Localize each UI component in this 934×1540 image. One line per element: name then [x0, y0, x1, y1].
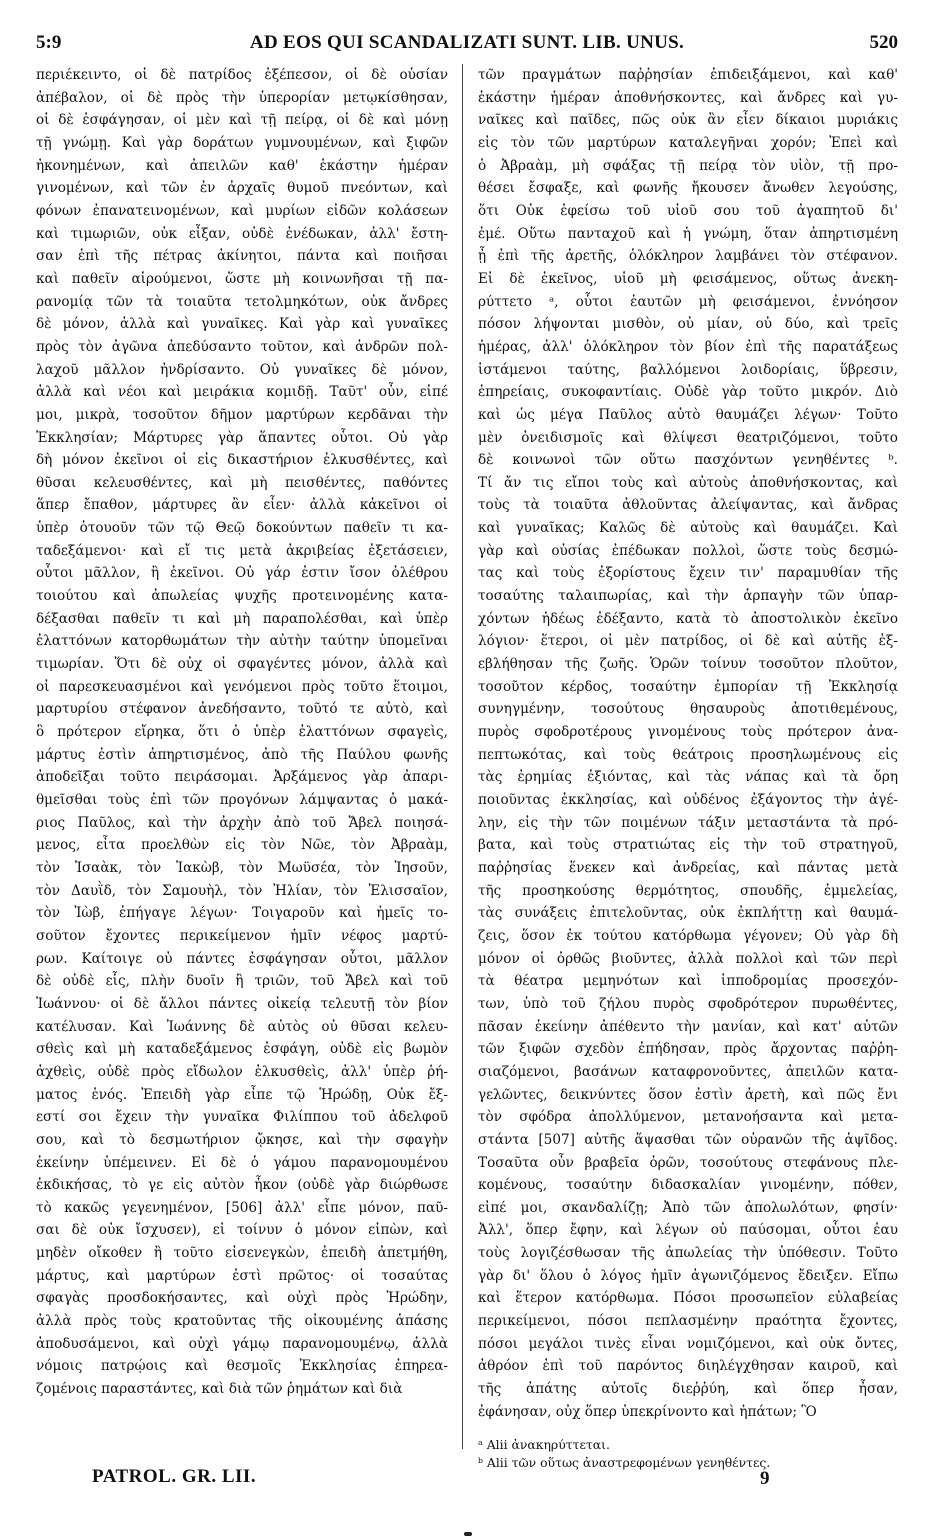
text-line: ματος ἑνός. Ἐπειδὴ γὰρ εἶπε τῷ Ἡρώδῃ, Οὐκ ἔξ- [36, 1086, 448, 1103]
text-line: Ἐκκλησίαν; Μάρτυρες γὰρ ἅπαντες οὗτοι. Οὐ γὰρ [36, 429, 448, 446]
text-line: ἐμέ. Οὕτω πανταχοῦ καὶ ἡ γνώμη, ὅταν ἀπηρτισμένη [478, 225, 898, 242]
text-line: κατέλυσαν. Καὶ Ἰωάννης δὲ αὐτὸς οὐ θῦσαι κελευ- [36, 1018, 448, 1035]
text-line: τὰ θέατρα μεμηνότων καὶ ἱπποδρομίας προσεχόν- [478, 973, 898, 990]
text-line: μόνον οἱ ὀρθῶς βιοῦντες, ἀλλὰ πολλοὶ καὶ τῶν περὶ [478, 950, 898, 967]
text-line: τῆς ἀπάτης αὐτοῖς διεῤῥύη, καὶ ὅπερ ἦσαν, [478, 1381, 898, 1398]
text-line: λαχοῦ μᾶλλον ἠνδρίσαντο. Οὐ γυναῖκες δὲ μόνον, [36, 361, 448, 378]
text-line: μάρτυς, καὶ μαρτύρων ἐστὶ πρῶτος· οἱ τοσαύτας [36, 1267, 448, 1284]
running-header [36, 32, 898, 58]
text-line: σιαζόμενοι, βασάνων καταφρονοῦντες, ἀπειλῶν κατα- [478, 1063, 898, 1080]
text-line: ἀλλὰ καὶ νέοι καὶ μειράκια κομιδῇ. Ταῦτ' οὖν, εἰπέ [36, 384, 448, 401]
text-line: γὰρ δι' ὅλου ὁ λόγος ἡμῖν ἀγωνιζόμενος ἔδειξεν. Εἴπω [478, 1267, 898, 1284]
text-line: πεπτωκότας, καὶ τοὺς θεάτροις προσηλωμένους εἰς [478, 746, 898, 763]
text-line: καὶ τιμωριῶν, οὐκ εἶξαν, οὐδὲ ἐνέδωκαν, ἀλλ' ἔστη- [36, 225, 448, 242]
text-line: τὰς συνάξεις ἐπιτελοῦντας, οὐκ ἐκπλήττῃ καὶ θαυμά- [478, 905, 898, 922]
text-line: σαν ἐπὶ τῆς πέτρας ἀκίνητοι, πάντα καὶ ποιῆσαι [36, 248, 448, 265]
text-line: φόνων ἐπανατεινομένων, καὶ μυρίων εἰδῶν κολάσεων [36, 202, 448, 219]
text-line: πόσον λήψονται μισθὸν, οὐ μίαν, οὐ δύο, καὶ τρεῖς [478, 316, 898, 333]
text-line: νόμοις πατρῴοις καὶ θεσμοῖς Ἐκκλησίας ἐπηρεα- [36, 1358, 448, 1375]
text-line: τὸν Ἰὼβ, ἐπήγαγε λέγων· Τοιγαροῦν καὶ ἡμεῖς το- [36, 905, 448, 922]
text-line: τῆς προσηκούσης θερμότητος, σπουδῆς, ἐμμελείας, [478, 882, 898, 899]
text-line: ἐκδικήσας, τὸ γε εἰς αὐτὸν ἧκον (οὐδὲ γὰρ διώρθωσε [36, 1177, 448, 1194]
text-line: Ἰωάννου· οἱ δὲ ἄλλοι πάντες οἰκείᾳ τελευτῇ τὸν βίον [36, 995, 448, 1012]
right-text-column [478, 64, 898, 1423]
text-line: Τοσαῦτα οὖν βραβεῖα ὁρῶν, τοσούτους στεφάνους πλε- [478, 1154, 898, 1171]
footnote: ᵃ Alii ἀνακηρύττεται. [478, 1437, 610, 1452]
text-line: βατα, καὶ τοὺς στρατιώτας εἰς τὴν τοῦ στρατηγοῦ, [478, 837, 898, 854]
text-line: μενος, εἶτα προελθὼν εἰς τὸν Νῶε, τὸν Ἀβραὰμ, [36, 837, 448, 854]
text-line: στάντα [507] αὐτῆς ἅψασθαι τῶν οὐρανῶν τῆς ἁψῖδος. [478, 1131, 898, 1148]
text-line: μὲν ὀνειδισμοῖς καὶ θλίψεσι θεατριζόμενοι, τοῦτο [478, 429, 898, 446]
text-line: ἀποδεῖξαι τοῦτο πειράσομαι. Ἀρξάμενος γὰρ ἀπαρι- [36, 769, 448, 786]
text-line: ἡμέρας, ἀλλ' ὁλόκληρον τὸν βίον ἐπὶ τῆς παρατάξεως [478, 338, 898, 355]
text-line: τιμωρίαν. Ὅτι δὲ οὐχ οἱ σφαγέντες μόνον, ἀλλὰ καὶ [36, 656, 448, 673]
source-footer: PATROL. GR. LII. [92, 1466, 257, 1487]
text-line: ἠκονημένων, καὶ ἀπειλῶν καθ' ἑκάστην ἡμέραν [36, 157, 448, 174]
running-title: AD EOS QUI SCANDALIZATI SUNT. LIB. UNUS. [249, 32, 685, 53]
text-line: συνηγμένην, τοσούτους θησαυροὺς ἀποτιθεμένους, [478, 701, 898, 718]
text-line: ναῖκες καὶ παῖδες, πῶς οὐκ ἂν εἶεν δίκαιοι μυριάκις [478, 112, 898, 129]
text-line: δὴ μόνον ἐκεῖνοι οἱ εἰς δικαστήριον ἑλκυσθέντες, καὶ [36, 452, 448, 469]
text-line: Εἰ δὲ ἐκεῖνος, υἱοῦ μὴ φεισάμενος, οὕτως ἀνεκη- [478, 270, 898, 287]
page-number-right: 520 [869, 32, 898, 53]
text-line: χόντων ἡδέως ἐδέξαντο, κατὰ τὸ ἀποστολικὸν ἐκεῖνο [478, 610, 898, 627]
text-line: κομένους, τοσαύτην διδασκαλίαν γινομένην, πόθεν, [478, 1177, 898, 1194]
text-line: ἅπερ ἔπαθον, μάρτυρες ἂν εἶεν· ἀλλὰ κἀκεῖνοι οἱ [36, 497, 448, 514]
text-line: ποιοῦντας ἐκκλησίας, καὶ οὐδένος ἐξάγοντος τὴν ἀγέ- [478, 792, 898, 808]
text-line: τῶν πραγμάτων παῤῥησίαν ἐπιδειξάμενοι, καὶ καθ' [478, 67, 898, 83]
text-line: τοσαύτης ταλαιπωρίας, καὶ τὴν ἁρπαγὴν τῶν ὑπαρ- [478, 588, 898, 605]
text-line: εβλήθησαν τῆς ζωῆς. Ὁρῶν τοίνυν τοσοῦτον πλοῦτον, [478, 656, 898, 673]
text-line: δέξασθαι παθεῖν τι καὶ μὴ παραπολέσθαι, καὶ ὑπὲρ [36, 610, 448, 627]
text-line: τοιούτου καὶ ἀπωλείας ψυχῆς προτεινομένης κατα- [36, 588, 448, 605]
signature-mark: 9 [760, 1468, 770, 1489]
text-line: ἀθρόον ἐπὶ τοῦ παρόντος διηλέγχθησαν καιροῦ, καὶ [478, 1358, 898, 1375]
text-line: ἑκάστην ἡμέραν ἀποθνήσκοντες, καὶ ἄνδρες καὶ γυ- [478, 89, 898, 106]
text-line: ὅτι Οὐκ ἐφείσω τοῦ υἱοῦ σου τοῦ ἀγαπητοῦ δι' [478, 202, 898, 219]
text-line: πυρὸς σφοδροτέρους γινομένους τοὺς πρότερον ἀνα- [478, 724, 898, 741]
text-line: σοῦτον ἔχοντες περικείμενον ἡμῖν νέφος μαρτύ- [36, 927, 448, 944]
text-line: τὰς ἐρημίας ἐξιόντας, καὶ τὰς νάπας καὶ τὰ ὄρη [478, 769, 898, 786]
text-line: καὶ παθεῖν αἱρούμενοι, ὥστε μὴ κοινωνῆσαι τῇ πα- [36, 270, 448, 287]
text-line: τας καὶ τοὺς ἐξορίστους ἔχειν τιν' παραμυθίαν τῆς [478, 565, 898, 582]
text-line: τὸ κακῶς γεγενημένον, [506] ἀλλ' εἶπε μόνον, παῦ- [36, 1199, 448, 1216]
text-line: ἀποδυσάμενοι, καὶ οὐχὶ γάμῳ παρανομουμένῳ, ἀλλὰ [36, 1335, 448, 1352]
text-line: τῇ γνώμῃ. Καὶ γὰρ δοράτων γυμνουμένων, καὶ ξιφῶν [36, 134, 448, 151]
column-divider [462, 64, 463, 1449]
text-line: πρὸς τὸν ἀγῶνα ἀπεδύσαντο τοῦτον, καὶ ἀνδρῶν πολ- [36, 338, 448, 355]
text-line: δὲ μόνον, ἀλλὰ καὶ γυναῖκες. Καὶ γὰρ καὶ γυναῖκες [36, 316, 448, 333]
text-line: τοὺς τὰ τοιαῦτα ἀθλοῦντας ἀλείψαντας, καὶ ἄνδρας [478, 497, 898, 514]
text-line: μαρτυρίου στέφανον ἀνεδήσαντο, τοῦτό τε αὐτὸ, καὶ [36, 701, 448, 718]
text-line: καὶ ὡς μέγα Παῦλος αὐτὸ θαυμάζει λέγων· Τοῦτο [478, 406, 898, 423]
text-line: ρύττετο ᵃ, οὗτοι ἑαυτῶν μὴ φεισάμενοι, ἐννόησον [478, 293, 898, 310]
text-line: καὶ γυναῖκας; Καλῶς δὲ αὐτοὺς καὶ θαυμάζει. Καὶ [478, 520, 898, 537]
text-line: ἐλαττόνων κατορθωμάτων τὴν αὐτὴν ταύτην ὑπομεῖναι [36, 633, 448, 650]
text-line: Τί ἄν τις εἴποι τοὺς καὶ αὐτοὺς ἀποθνήσκοντας, καὶ [478, 474, 898, 491]
text-line: σθεὶς καὶ μὴ καταδεξάμενος ἐσφάγη, οὐδὲ εἰς βωμὸν [36, 1041, 448, 1058]
text-line: των, ὑπὸ τοῦ ζήλου πυρὸς σφοδρότερον πυρωθέντες, [478, 995, 898, 1012]
text-line: οὗτοι μᾶλλον, ἢ ἐκεῖνοι. Οὐ γάρ ἐστιν ἴσον ὀλέθρου [36, 565, 448, 582]
printer-mark [464, 1532, 472, 1536]
text-line: ἐπηρείαις, συκοφαντίαις. Οὐδὲ γὰρ τοῦτο μικρόν. Διὸ [478, 384, 898, 401]
text-line: θῦσαι κελευσθέντες, καὶ μὴ πεισθέντες, παθόντες [36, 474, 448, 491]
text-line: ᾖ ἐπὶ τῆς ἀρετῆς, ὁλόκληρον λαμβάνει τὸν στέφανον. [478, 248, 898, 265]
text-line: τοὺς λογιζέσθωσαν τῆς ἀπωλείας τὴν ὑπόθεσιν. Τοῦτο [478, 1245, 898, 1262]
text-line: περιέκειντο, οἱ δὲ πατρίδος ἐξέπεσον, οἱ δὲ οὐσίαν [36, 67, 448, 83]
page-number-left: 5:9 [36, 32, 62, 53]
text-line: οἱ παρεσκευασμένοι καὶ γενόμενοι πρὸς τοῦτο ἕτοιμοι, [36, 678, 448, 695]
text-line: λην, εἰς τὴν τῶν ποιμένων τάξιν μεταστάντα τὰ πρό- [478, 814, 898, 831]
text-line: θέσει ἔσφαξε, καὶ φωνῆς ἤκουσεν ἄνωθεν λεγούσης, [478, 180, 898, 197]
text-line: ὑπὲρ ὁτουοῦν τῶν τῷ Θεῷ δοκούντων παθεῖν τι κα- [36, 520, 448, 537]
text-line: ὁ Ἀβραὰμ, μὴ σφάξας τῇ πείρᾳ τὸν υἱὸν, τῇ προ- [478, 157, 898, 174]
text-line: τὸν σφόδρα ἀπολλύμενον, μετανοήσαντα καὶ μετα- [478, 1109, 898, 1126]
text-line: δὲ κοινωνοὶ τῶν οὕτω πασχόντων γενηθέντες ᵇ. [478, 452, 898, 469]
text-line: ἀχθεὶς, οὐδὲ πρὸς εἴδωλον ἑλκυσθεὶς, ἀλλ' ὑπὲρ ῥή- [36, 1063, 448, 1080]
text-line: ρων. Καίτοιγε οὐ πάντες ἐσφάγησαν οὗτοι, μᾶλλον [36, 950, 448, 967]
text-line: ριος Παῦλος, καὶ τὴν ἀρχὴν ἀπὸ τοῦ Ἄβελ ποιησά- [36, 814, 448, 831]
text-line: σαι δὲ οὐκ ἴσχυσεν), εἰ τοίνυν ὁ μόνον εἰπὼν, καὶ [36, 1222, 448, 1239]
text-line: γινομένων, καὶ τῶν ἐν ἀρχαῖς θυμοῦ πνεόντων, καὶ [36, 180, 448, 197]
text-line: ἀπέβαλον, οἱ δὲ πρὸς τὴν ὑπερορίαν μετῳκίσθησαν, [36, 89, 448, 106]
text-line: Ἀλλ', ὅπερ ἔφην, καὶ λέγων οὐ παύσομαι, οὗτοι ἐαυ [478, 1222, 898, 1239]
text-line: μάρτυς ἐστὶν ἀπηρτισμένος, ἀπὸ τῆς Παύλου φωνῆς [36, 746, 448, 763]
text-line: δὲ οὐδὲ εἷς, πλὴν δυοῖν ἢ τριῶν, τοῦ Ἄβελ καὶ τοῦ [36, 973, 448, 990]
text-line: οἱ δὲ ἐσφάγησαν, οἱ μὲν καὶ τῇ πείρᾳ, οἱ δὲ καὶ μόνῃ [36, 112, 448, 129]
text-line: ζομένοις παραστάντες, καὶ διὰ τῶν ῥημάτων καὶ διὰ [36, 1381, 403, 1398]
text-line: θμεῖσθαι τοὺς ἐπὶ τῶν προγόνων λάμψαντας ὁ μακά- [36, 792, 448, 808]
footnote: ᵇ Alii τῶν οὕτως ἀναστρεφομένων γενηθέντες. [478, 1455, 771, 1470]
text-line: ἐφάνησαν, οὐχ ὅπερ ὑπεκρίνοντο καὶ ἠπάτων; Ὃ [478, 1403, 817, 1420]
text-line: γὰρ καὶ οὐσίας ἐπέδωκαν πολλοὶ, ὥστε τοὺς δεσμώ- [478, 542, 898, 559]
text-line: περικείμενοι, πόσοι πεπλασμένην πραότητα ἔχοντες, [478, 1313, 898, 1330]
text-line: μηδὲν οἴκοθεν ἢ τοῦτο εἰσενεγκὼν, ἐπειδὴ ἀπετμήθη, [36, 1245, 448, 1262]
text-line: σου, καὶ τὸ δεσμωτήριον ᾤκησε, καὶ τὴν σφαγὴν [36, 1131, 448, 1148]
text-line: πᾶσαν ἐκείνην ἀπέθεντο τὴν μανίαν, καὶ κατ' αὐτῶν [478, 1018, 898, 1035]
text-line: παῤῥησίας ἕνεκεν καὶ ἀνδρείας, καὶ πάντας μετὰ [478, 859, 898, 876]
text-line: μοι, μικρὰ, τοσοῦτον δῆμον μαρτύρων κερδᾶναι τὴν [36, 406, 448, 423]
text-line: ζεις, ὅσον ἐκ τούτου κατόρθωμα γέγονεν; Οὐ γὰρ δὴ [478, 927, 898, 944]
text-line: λόγιον· ἕτεροι, οἱ μὲν πατρίδος, οἱ δὲ καὶ αὐτῆς ἐξ- [478, 633, 898, 650]
text-line: εἰς τὸν τῶν μαρτύρων καταλεγῆναι χορόν; Ἐπεὶ καὶ [478, 134, 898, 151]
left-text-column [36, 64, 448, 1401]
text-line: ὃ πρότερον εἴρηκα, ὅτι ὁ ὑπὲρ ἐλαττόνων σφαγεὶς, [36, 724, 448, 741]
text-line: ἀλλὰ πρὸς τοὺς κρατοῦντας τῆς οἰκουμένης ἁπάσης [36, 1313, 448, 1330]
text-line: τὸν Δαυῒδ, τὸν Σαμουὴλ, τὸν Ἠλίαν, τὸν Ἐλισσαῖον, [36, 882, 448, 899]
text-line: πόσοι μεγάλοι τινὲς εἶναι νομιζόμενοι, καὶ οὐκ ὄντες, [478, 1335, 898, 1352]
text-line: ἐκείνην ὑπέμεινεν. Εἰ δὲ ὁ γάμου παρανομουμένου [36, 1154, 448, 1171]
footnotes [478, 1436, 898, 1472]
text-line: εστί σοι ἔχειν τὴν γυναῖκα Φιλίππου τοῦ ἀδελφοῦ [36, 1109, 448, 1126]
text-line: εἰπέ μοι, σκανδαλίζῃ; Ἀπὸ τῶν ἀπολωλότων, φησίν· [478, 1199, 898, 1216]
text-line: καὶ ἕτερον κατόρθωμα. Πόσοι προσωπεῖον εὐλαβείας [478, 1290, 898, 1307]
text-line: ταδεξάμενοι· καὶ εἴ τις μετὰ ἀκριβείας ἐξετάσειεν, [36, 542, 448, 559]
text-line: τοσοῦτον κέρδος, τοσαύτην ἐμπορίαν τῇ Ἐκκλησίᾳ [478, 678, 898, 695]
text-line: τῶν ξιφῶν σχεδὸν ἐπήδησαν, πρὸς ἄρχοντας παῤῥη- [478, 1041, 898, 1058]
text-line: ἱστάμενοι ταύτης, βαλλόμενοι λοιδορίαις, ὕβρεσιν, [478, 361, 898, 378]
text-line: ρανομίᾳ τῶν τὰ τοιαῦτα τετολμηκότων, οὐκ ἄνδρες [36, 293, 448, 310]
text-line: τὸν Ἰσαὰκ, τὸν Ἰακὼβ, τὸν Μωϋσέα, τὸν Ἰησοῦν, [36, 859, 448, 876]
text-line: γελῶντες, δεικνύντες ὅσον ἐστὶν ἀρετὴ, καὶ πῶς ἔνι [478, 1086, 898, 1103]
text-line: σφαγὰς προσδοκήσαντες, καὶ οὐχὶ πρὸς Ἡρώδην, [36, 1290, 448, 1307]
